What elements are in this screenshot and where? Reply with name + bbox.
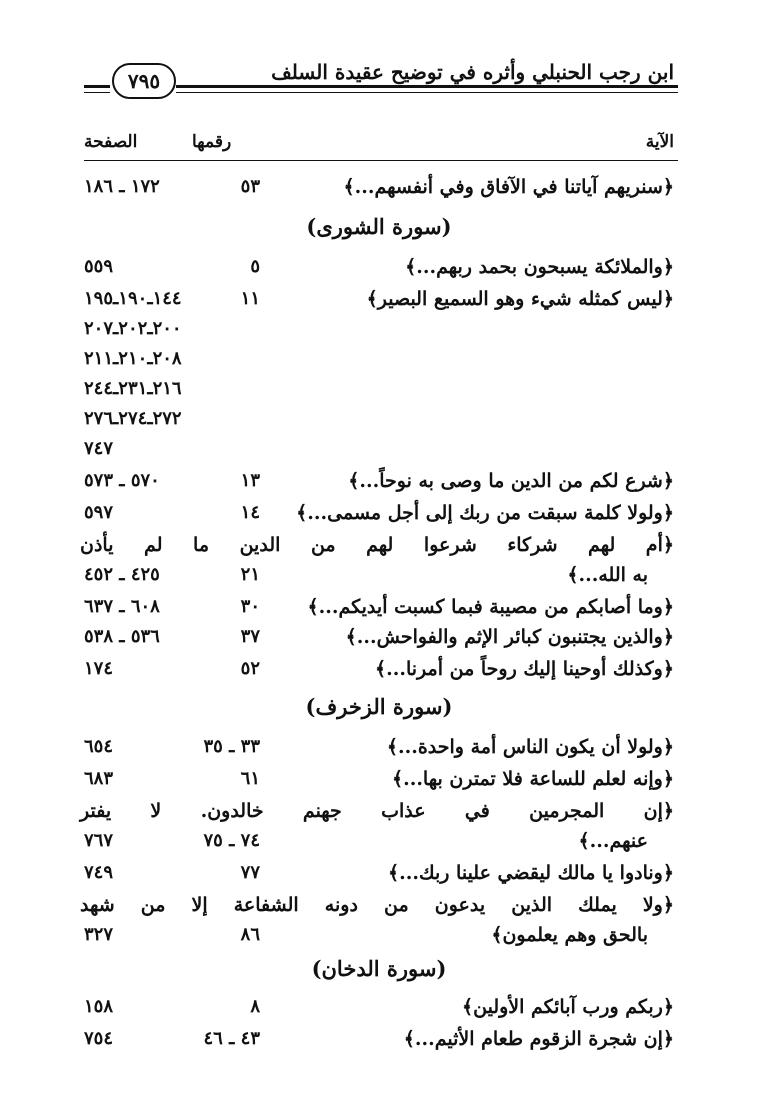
header-rule-right-thick [176, 85, 678, 88]
page-reference: ٦٥٤ [84, 736, 114, 757]
table-row [0, 170, 758, 204]
table-row [0, 730, 758, 764]
header-rule-left-thin [84, 92, 110, 93]
aya-text: ﴿إن شجرة الزقوم طعام الأثيم...﴾ [403, 1028, 674, 1050]
table-row [0, 856, 758, 890]
aya-text: ﴿وإنه لعلم للساعة فلا تمترن بها...﴾ [391, 768, 674, 790]
table-row [0, 496, 758, 530]
column-header-number: رقمها [192, 132, 232, 152]
page-reference-continued: ٧٤٧ [84, 438, 114, 459]
header-rule-right-thin [176, 92, 678, 93]
page-reference: ٤٢٥ ـ ٤٥٢ [84, 564, 160, 585]
page-reference: ٧٦٧ [84, 830, 114, 851]
aya-number: ١١ [240, 288, 260, 309]
surah-heading: (سورة الزخرف) [305, 694, 453, 719]
aya-number: ١٤ [240, 502, 260, 523]
column-header-page: الصفحة [84, 132, 138, 152]
aya-number: ٣٠ [240, 596, 260, 617]
column-header-rule [84, 160, 678, 161]
aya-text: ﴿ربكم ورب آبائكم الأولين﴾ [461, 996, 674, 1018]
page-reference: ٦٠٨ ـ ٦٣٧ [84, 596, 160, 617]
table-row [0, 282, 758, 316]
header-rule-left-thick [84, 85, 110, 88]
page-number-badge: ٧٩٥ [112, 63, 176, 99]
page-reference: ٥٧٠ ـ ٥٧٣ [84, 470, 160, 491]
page-reference-continued: ٢٠٠ـ٢٠٢ـ٢٠٧ [84, 318, 182, 339]
aya-text: ﴿ليس كمثله شيء وهو السميع البصير﴾ [366, 288, 674, 310]
aya-number: ٦١ [240, 768, 260, 789]
table-row [0, 652, 758, 686]
page-reference: ١٧٢ ـ ١٨٦ [84, 176, 160, 197]
column-header-aya: الآية [645, 132, 674, 152]
page-reference: ٧٥٤ [84, 1028, 114, 1049]
aya-number: ٣٧ [240, 626, 260, 647]
aya-text-line1: ﴿ولا يملك الذين يدعون من دونه الشفاعة إلا من شهد [80, 894, 674, 916]
page-reference-continued: ٢١٦ـ٢٣١ـ٢٤٤ [84, 378, 182, 399]
aya-text: ﴿وما أصابكم من مصيبة فبما كسبت أيديكم...﴾ [307, 596, 674, 618]
aya-number: ١٣ [240, 470, 260, 491]
aya-number: ٣٣ ـ ٣٥ [203, 736, 260, 757]
aya-text: ﴿والذين يجتنبون كبائر الإثم والفواحش...﴾ [345, 626, 674, 648]
aya-text: ﴿والملائكة يسبحون بحمد ربهم...﴾ [405, 256, 674, 278]
page-reference: ٥٩٧ [84, 502, 114, 523]
aya-text-line2: بالحق وهم يعلمون﴾ [491, 924, 648, 946]
page-reference: ٥٥٩ [84, 256, 114, 277]
aya-text-line1: ﴿أم لهم شركاء شرعوا لهم من الدين ما لم يأذن [80, 534, 674, 556]
table-row [0, 528, 758, 592]
page-reference: ٧٤٩ [84, 862, 114, 883]
aya-text: ﴿سنريهم آياتنا في الآفاق وفي أنفسهم...﴾ [343, 176, 674, 198]
page-reference-continued: ٢٠٨ـ٢١٠ـ٢١١ [84, 348, 182, 369]
aya-number: ٨ [250, 996, 260, 1017]
aya-text-line1: ﴿إن المجرمين في عذاب جهنم خالدون. لا يفتر [80, 800, 674, 822]
aya-number: ٥٣ [240, 176, 260, 197]
page-reference: ٥٣٦ ـ ٥٣٨ [84, 626, 160, 647]
table-row [0, 620, 758, 654]
aya-number: ٥ [250, 256, 260, 277]
running-header-title: ابن رجب الحنبلي وأثره في توضيح عقيدة السلف [271, 60, 674, 84]
aya-number: ٨٦ [240, 924, 260, 945]
table-row [0, 888, 758, 952]
aya-number: ٥٢ [240, 658, 260, 679]
surah-heading: (سورة الشورى) [306, 214, 452, 239]
aya-text: ﴿وكذلك أوحينا إليك روحاً من أمرنا...﴾ [375, 658, 674, 680]
table-row [0, 762, 758, 796]
aya-text: ﴿شرع لكم من الدين ما وصى به نوحاً...﴾ [348, 470, 674, 492]
table-row [0, 590, 758, 624]
surah-heading: (سورة الدخان) [311, 956, 447, 981]
table-row [0, 794, 758, 858]
aya-number: ٧٧ [240, 862, 260, 883]
page-reference: ٦٨٣ [84, 768, 114, 789]
aya-number: ٧٤ ـ ٧٥ [203, 830, 260, 851]
page-reference-continued: ٢٧٢ـ٢٧٤ـ٢٧٦ [84, 408, 182, 429]
table-row [0, 464, 758, 498]
aya-number: ٤٣ ـ ٤٦ [203, 1028, 260, 1049]
aya-text-line2: به الله...﴾ [567, 564, 648, 586]
aya-number: ٢١ [240, 564, 260, 585]
table-row [0, 990, 758, 1024]
aya-text: ﴿ولولا كلمة سبقت من ربك إلى أجل مسمى...﴾ [296, 502, 674, 524]
aya-text: ﴿ونادوا يا مالك ليقضي علينا ربك...﴾ [387, 862, 674, 884]
page-reference: ١٤٤ـ١٩٠ـ١٩٥ [84, 288, 182, 309]
page-reference: ٣٢٧ [84, 924, 114, 945]
table-row [0, 250, 758, 284]
page-reference: ١٧٤ [84, 658, 114, 679]
page-reference: ١٥٨ [84, 996, 114, 1017]
aya-text-line2: عنهم...﴾ [578, 830, 648, 852]
table-row [0, 1022, 758, 1056]
aya-text: ﴿ولولا أن يكون الناس أمة واحدة...﴾ [386, 736, 674, 758]
